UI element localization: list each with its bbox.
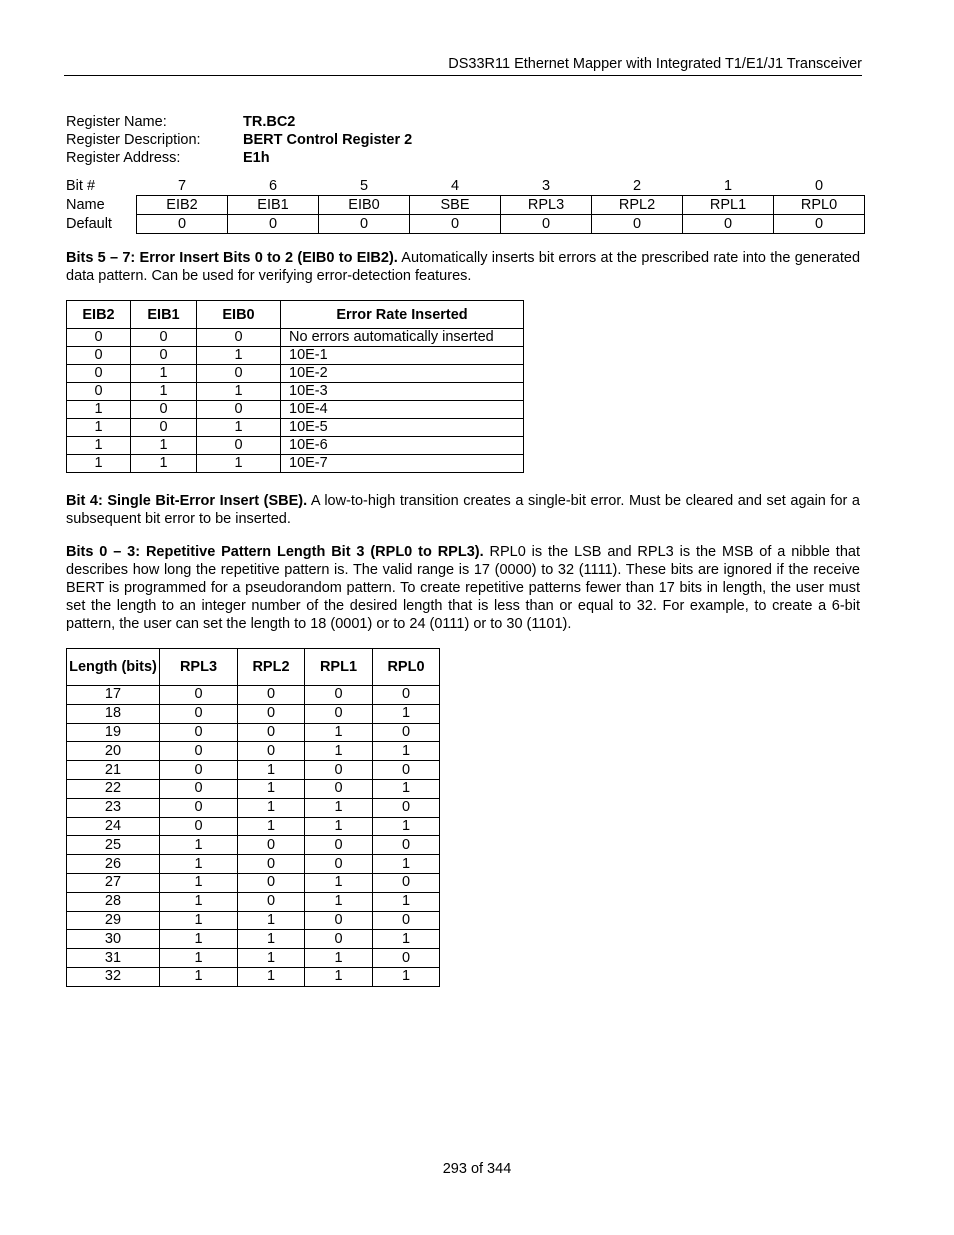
table-cell: 1 (238, 761, 305, 780)
table-cell: 0 (238, 855, 305, 874)
bit-cell: 0 (683, 215, 774, 234)
table-cell: 1 (238, 817, 305, 836)
table-cell: 1 (238, 949, 305, 968)
table-cell: 19 (67, 723, 160, 742)
table-cell: 10E-2 (281, 365, 524, 383)
table-cell: 0 (305, 930, 373, 949)
table-cell: 1 (373, 967, 440, 986)
table-cell: 0 (160, 723, 238, 742)
register-name-row (66, 113, 412, 131)
table-cell: 1 (197, 347, 281, 365)
table-cell: 1 (160, 855, 238, 874)
bit-name-row (64, 196, 865, 215)
table-cell: 1 (160, 930, 238, 949)
table-cell: No errors automatically inserted (281, 329, 524, 347)
bit-cell: RPL1 (683, 196, 774, 215)
bit-name-row-label: Name (66, 196, 105, 213)
bit-default-row-label: Default (66, 215, 112, 232)
table-cell: 0 (197, 329, 281, 347)
table-row (67, 817, 440, 836)
table-row (67, 329, 524, 347)
table-cell: 21 (67, 761, 160, 780)
document-header: DS33R11 Ethernet Mapper with Integrated T1/E1/J1 Transceiver (448, 56, 862, 72)
table-cell: 1 (305, 949, 373, 968)
register-address-value: E1h (243, 150, 270, 166)
table-cell: 1 (67, 401, 131, 419)
table-cell: 1 (238, 798, 305, 817)
table-cell: 1 (238, 911, 305, 930)
error-rate-header-row (67, 301, 524, 329)
register-address-label: Register Address: (66, 150, 181, 166)
header-cell-rpl2: RPL2 (238, 649, 305, 686)
register-name-label: Register Name: (66, 114, 167, 130)
table-cell: 0 (373, 836, 440, 855)
table-cell: 10E-3 (281, 383, 524, 401)
table-cell: 1 (160, 836, 238, 855)
table-cell: 0 (197, 401, 281, 419)
register-bit-table (64, 177, 865, 234)
bit-cell: SBE (410, 196, 501, 215)
table-cell: 1 (305, 798, 373, 817)
table-cell: 1 (67, 419, 131, 437)
table-row (67, 419, 524, 437)
table-cell: 29 (67, 911, 160, 930)
table-cell: 1 (373, 779, 440, 798)
table-row (67, 930, 440, 949)
table-cell: 20 (67, 742, 160, 761)
table-cell: 0 (373, 949, 440, 968)
bit-cell: EIB0 (319, 196, 410, 215)
table-cell: 0 (238, 892, 305, 911)
sbe-description (66, 492, 860, 528)
table-cell: 0 (160, 761, 238, 780)
table-cell: 23 (67, 798, 160, 817)
table-cell: 0 (305, 779, 373, 798)
table-row (67, 761, 440, 780)
table-cell: 1 (131, 455, 197, 473)
table-cell: 1 (160, 949, 238, 968)
table-cell: 1 (67, 455, 131, 473)
table-row (67, 401, 524, 419)
table-row (67, 911, 440, 930)
bit-cell: 0 (774, 215, 865, 234)
bit-default-row (64, 215, 865, 234)
table-cell: 1 (160, 873, 238, 892)
table-cell: 1 (305, 723, 373, 742)
table-cell: 1 (160, 967, 238, 986)
register-info (66, 113, 412, 167)
bit-cell: 3 (541, 177, 551, 194)
table-cell: 0 (373, 798, 440, 817)
table-cell: 10E-4 (281, 401, 524, 419)
table-cell: 0 (160, 686, 238, 705)
table-cell: 0 (67, 383, 131, 401)
bit-cell: 0 (228, 215, 319, 234)
register-description-label: Register Description: (66, 132, 201, 148)
page-number: 293 of 344 (442, 1161, 512, 1177)
register-description-row (66, 131, 412, 149)
table-cell: 1 (197, 383, 281, 401)
bit-cell: 0 (501, 215, 592, 234)
sbe-description-text: A low-to-high transition creates a single-bit error. Must be cleared and set again for a subsequent bit error to be inserted. (66, 493, 860, 527)
header-cell-rpl3: RPL3 (160, 649, 238, 686)
table-cell: 1 (197, 455, 281, 473)
table-cell: 1 (373, 742, 440, 761)
table-row (67, 779, 440, 798)
table-cell: 0 (238, 704, 305, 723)
table-row (67, 365, 524, 383)
table-cell: 0 (67, 365, 131, 383)
table-row (67, 437, 524, 455)
eib-description (66, 249, 860, 285)
bit-cell: 6 (268, 177, 278, 194)
table-cell: 1 (373, 930, 440, 949)
bit-cell: RPL3 (501, 196, 592, 215)
header-cell-eib0: EIB0 (197, 301, 281, 329)
table-cell: 0 (373, 686, 440, 705)
bit-cell: 0 (137, 215, 228, 234)
table-cell: 0 (305, 704, 373, 723)
table-row (67, 383, 524, 401)
table-cell: 25 (67, 836, 160, 855)
bit-cell: RPL2 (592, 196, 683, 215)
table-cell: 1 (238, 930, 305, 949)
table-cell: 0 (160, 704, 238, 723)
register-description-value: BERT Control Register 2 (243, 132, 413, 148)
table-cell: 1 (305, 967, 373, 986)
table-cell: 10E-5 (281, 419, 524, 437)
bit-cell: RPL0 (774, 196, 865, 215)
table-cell: 10E-6 (281, 437, 524, 455)
table-row (67, 686, 440, 705)
table-cell: 0 (197, 365, 281, 383)
table-cell: 1 (131, 365, 197, 383)
bit-cell: EIB1 (228, 196, 319, 215)
eib-description-text: Automatically inserts bit errors at the prescribed rate into the generated data pattern. Can be used for verifying error-detection features. (66, 250, 861, 284)
table-cell: 0 (67, 329, 131, 347)
table-row (67, 347, 524, 365)
table-cell: 28 (67, 892, 160, 911)
rpl-description (66, 543, 860, 633)
pattern-length-table (66, 648, 440, 987)
table-row (67, 455, 524, 473)
header-rule (64, 75, 862, 76)
table-row (67, 742, 440, 761)
table-row (67, 836, 440, 855)
bit-cell: EIB2 (137, 196, 228, 215)
table-cell: 0 (305, 686, 373, 705)
table-cell: 1 (373, 892, 440, 911)
rpl-description-text: RPL0 is the LSB and RPL3 is the MSB of a nibble that describes how long the repetitive pattern is. The valid range is 17 (0000) to 32 (1111). These bits are ignored if the receive BERT is programmed for a pseudorandom pattern. To create repetitive patterns fewer than 17 bits in length, the user must set the length to an integer number of the desired length that is less than or equal to 32. For example, to create a 6-bit pattern, the user can set the length to 18 (0001) or to 24 (0111) or to 30 (1101). (66, 544, 860, 632)
bit-cell: 7 (177, 177, 187, 194)
table-cell: 1 (160, 892, 238, 911)
bit-number-row (64, 177, 865, 196)
register-name-value: TR.BC2 (243, 114, 296, 130)
table-cell: 0 (238, 742, 305, 761)
bit-number-row-label: Bit # (66, 177, 96, 194)
register-address-row (66, 149, 412, 167)
header-cell-error-rate: Error Rate Inserted (281, 301, 524, 329)
table-row (67, 704, 440, 723)
table-cell: 1 (67, 437, 131, 455)
table-cell: 0 (67, 347, 131, 365)
table-row (67, 892, 440, 911)
table-cell: 0 (305, 761, 373, 780)
table-cell: 0 (305, 855, 373, 874)
table-cell: 1 (373, 704, 440, 723)
table-row (67, 723, 440, 742)
table-cell: 1 (305, 817, 373, 836)
table-cell: 32 (67, 967, 160, 986)
table-cell: 1 (373, 855, 440, 874)
table-cell: 0 (131, 419, 197, 437)
header-cell-rpl0: RPL0 (373, 649, 440, 686)
table-cell: 22 (67, 779, 160, 798)
pattern-length-header-row (67, 649, 440, 686)
table-cell: 0 (238, 723, 305, 742)
bit-cell: 0 (319, 215, 410, 234)
table-row (67, 967, 440, 986)
table-cell: 18 (67, 704, 160, 723)
table-cell: 1 (305, 873, 373, 892)
table-cell: 1 (238, 967, 305, 986)
header-cell-eib2: EIB2 (67, 301, 131, 329)
table-cell: 0 (160, 779, 238, 798)
table-cell: 0 (373, 911, 440, 930)
table-cell: 1 (160, 911, 238, 930)
bit-cell: 0 (410, 215, 501, 234)
table-cell: 0 (160, 817, 238, 836)
table-cell: 1 (131, 437, 197, 455)
table-cell: 26 (67, 855, 160, 874)
header-cell-length: Length (bits) (67, 649, 160, 686)
sbe-description-heading: Bit 4: Single Bit-Error Insert (SBE). (66, 493, 308, 509)
table-cell: 0 (131, 347, 197, 365)
table-cell: 0 (131, 401, 197, 419)
bit-cell: 5 (359, 177, 369, 194)
rpl-description-heading: Bits 0 – 3: Repetitive Pattern Length Bit 3 (RPL0 to RPL3). (66, 544, 484, 560)
table-cell: 0 (373, 873, 440, 892)
table-cell: 0 (305, 911, 373, 930)
table-row (67, 855, 440, 874)
header-cell-rpl1: RPL1 (305, 649, 373, 686)
header-cell-eib1: EIB1 (131, 301, 197, 329)
table-cell: 0 (238, 873, 305, 892)
table-cell: 10E-7 (281, 455, 524, 473)
table-cell: 30 (67, 930, 160, 949)
table-cell: 1 (305, 742, 373, 761)
table-cell: 0 (238, 836, 305, 855)
table-cell: 24 (67, 817, 160, 836)
table-cell: 17 (67, 686, 160, 705)
table-cell: 0 (373, 761, 440, 780)
table-cell: 31 (67, 949, 160, 968)
error-rate-table (66, 300, 524, 473)
table-cell: 0 (305, 836, 373, 855)
table-cell: 0 (373, 723, 440, 742)
table-cell: 1 (373, 817, 440, 836)
table-cell: 10E-1 (281, 347, 524, 365)
bit-cell: 1 (723, 177, 733, 194)
table-cell: 0 (160, 798, 238, 817)
bit-cell: 0 (814, 177, 824, 194)
table-row (67, 873, 440, 892)
table-cell: 0 (197, 437, 281, 455)
table-cell: 1 (131, 383, 197, 401)
eib-description-heading: Bits 5 – 7: Error Insert Bits 0 to 2 (EIB0 to EIB2). (66, 250, 398, 266)
table-cell: 1 (197, 419, 281, 437)
table-row (67, 798, 440, 817)
bit-cell: 4 (450, 177, 460, 194)
table-cell: 1 (305, 892, 373, 911)
table-row (67, 949, 440, 968)
table-cell: 27 (67, 873, 160, 892)
bit-cell: 2 (632, 177, 642, 194)
table-cell: 0 (160, 742, 238, 761)
bit-cell: 0 (592, 215, 683, 234)
table-cell: 1 (238, 779, 305, 798)
table-cell: 0 (238, 686, 305, 705)
table-cell: 0 (131, 329, 197, 347)
